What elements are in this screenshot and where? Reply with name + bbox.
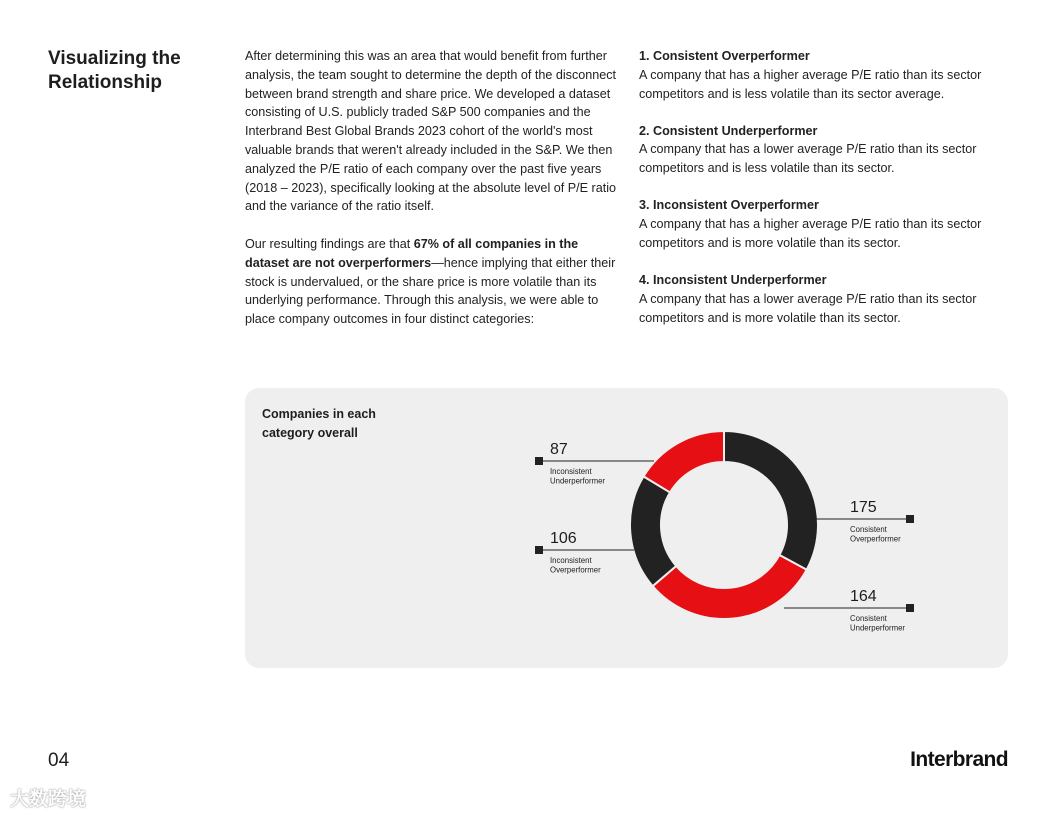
slice-label: Inconsistent (550, 556, 592, 565)
body-paragraph-2-highlight: 67% of all companies in the dataset are not overperformers (245, 236, 579, 270)
data-label: 164 (850, 588, 877, 605)
body-paragraph-2-rest: —hence implying that either their stock is undervalued, or the share price is more volatile than its underlying performance. Through this analysis, we were able to place company outcomes in four distinct categories: (245, 255, 616, 327)
category-title: 3. Inconsistent Overperformer (639, 198, 819, 213)
category-item (639, 122, 1019, 178)
data-label: 106 (550, 530, 577, 547)
data-label: 175 (850, 499, 877, 516)
slice-label: Consistent (850, 614, 887, 623)
page-number: 04 (48, 750, 70, 771)
body-paragraph-2-intro: Our resulting findings are that (245, 236, 414, 251)
slice-label: Overperformer (850, 534, 901, 544)
callout-marker (906, 604, 914, 612)
callout-marker (906, 515, 914, 523)
donut-slice (724, 431, 818, 570)
donut-chart (245, 388, 1008, 668)
slice-label: Overperformer (550, 565, 601, 575)
callout-marker (535, 457, 543, 465)
interbrand-logo: Interbrand (910, 748, 1008, 771)
donut-slice (644, 431, 724, 492)
slice-label: Underperformer (850, 623, 906, 633)
data-label: 87 (550, 441, 568, 458)
category-title: 4. Inconsistent Underperformer (639, 273, 827, 288)
category-item (639, 196, 1019, 252)
category-description: A company that has a lower average P/E ratio than its sector competitors and is less volatile than its sector. (639, 142, 977, 176)
body-paragraph-2 (245, 235, 617, 329)
section-title: Visualizing the Relationship (48, 48, 181, 93)
slice-label: Inconsistent (550, 467, 592, 476)
slice-label: Consistent (850, 525, 887, 534)
category-description: A company that has a lower average P/E ratio than its sector competitors and is more volatile than its sector. (639, 291, 977, 325)
category-list (639, 47, 1019, 346)
category-title: 2. Consistent Underperformer (639, 123, 818, 138)
category-description: A company that has a higher average P/E ratio than its sector competitors and is less volatile than its sector average. (639, 67, 982, 101)
chart-panel (245, 388, 1008, 668)
category-item (639, 271, 1019, 327)
category-title: 1. Consistent Overperformer (639, 49, 810, 63)
watermark: 大数跨境 (10, 789, 87, 810)
category-item (639, 47, 1019, 103)
chart-title: Companies in each category overall (262, 407, 376, 440)
body-paragraph-1: After determining this was an area that would benefit from further analysis, the team sought to determine the depth of the disconnect between brand strength and share price. We developed a dataset consisting of U.S. publicly traded S&P 500 companies and the Interbrand Best Global Brands 2023 cohort of the world's most valuable brands that weren't already included in the S&P. We then analyzed the P/E ratio of each company over the past five years (2018 – 2023), specifically looking at the absolute level of P/E ratio and the variance of the ratio itself. (245, 49, 617, 214)
slice-label: Underperformer (550, 476, 606, 486)
body-text (245, 47, 617, 348)
category-description: A company that has a higher average P/E ratio than its sector competitors and is more volatile than its sector. (639, 217, 982, 250)
callout-marker (535, 546, 543, 554)
